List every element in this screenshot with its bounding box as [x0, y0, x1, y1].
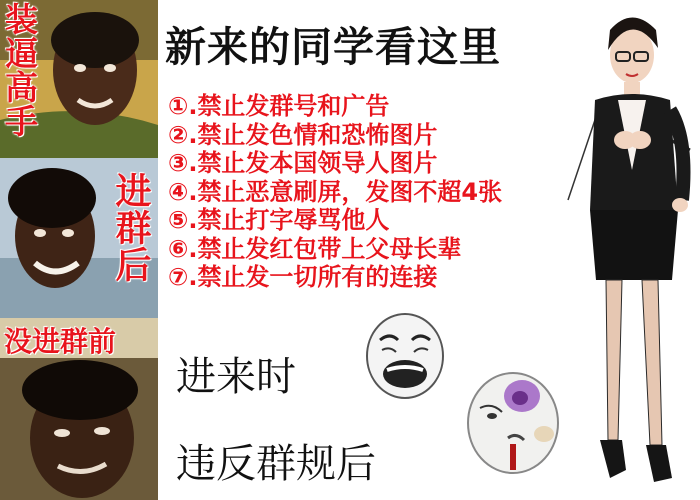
bruised-face-icon [460, 368, 566, 478]
rule-item: ⑤.禁止打字辱骂他人 [168, 206, 390, 234]
page-title: 新来的同学看这里 [165, 23, 501, 71]
laughing-face-icon [362, 310, 448, 402]
rule-item: ①.禁止发群号和广告 [168, 92, 390, 120]
rule-item: ⑥.禁止发红包带上父母长辈 [168, 234, 462, 263]
rule-item: ③.禁止发本国领导人图片 [168, 149, 438, 177]
caption-enter: 进来时 [176, 354, 296, 400]
rule-item: ⑦.禁止发一切所有的连接 [168, 263, 438, 291]
bottom-left-label: 没进群前 [4, 325, 117, 358]
caption-violate: 违反群规后 [176, 441, 376, 487]
rule-item: ②.禁止发色情和恐怖图片 [168, 120, 438, 149]
rule-item: ④.禁止恶意刷屏，发图不超4张 [168, 177, 503, 206]
middle-left-label: 进群后 [110, 172, 151, 283]
top-left-label: 装逼高手 [0, 2, 39, 138]
teacher-figure [560, 0, 700, 500]
rules-list [168, 92, 502, 292]
